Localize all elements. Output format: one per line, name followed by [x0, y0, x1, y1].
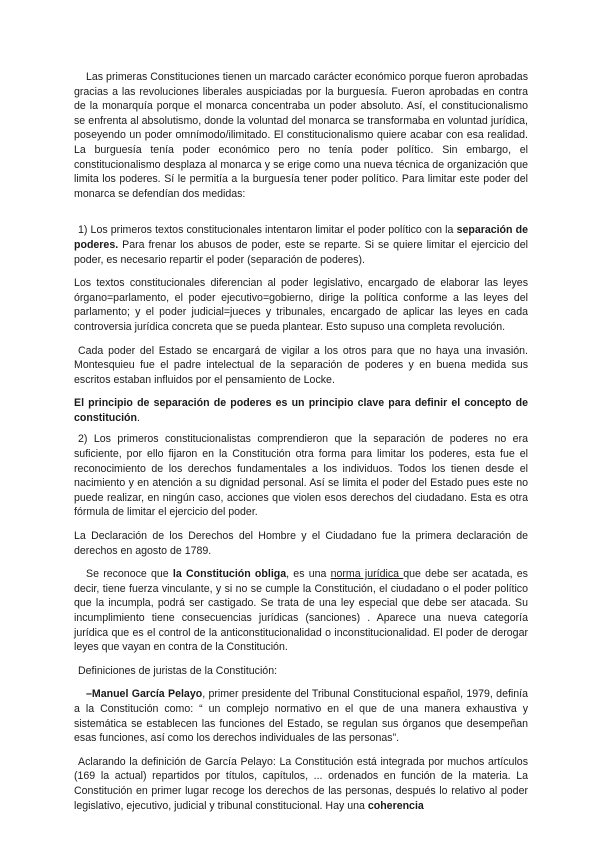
document-page — [74, 70, 528, 813]
paragraph-key-principle — [74, 396, 528, 425]
bold-coherencia: coherencia — [367, 799, 424, 812]
paragraph-constitution-binding — [74, 567, 528, 655]
paragraph-separation-of-powers — [74, 223, 528, 267]
underlined-norma-juridica: norma jurídica — [330, 568, 404, 581]
paragraph-definitions-heading: Definiciones de juristas de la Constitución: — [78, 664, 278, 677]
paragraph-declaration: La Declaración de los Derechos del Hombre y el Ciudadano fue la primera declaración de derechos en agosto de 1789. — [74, 530, 528, 557]
paragraph-three-powers: Los textos constitucionales diferencian al poder legislativo, encargado de elaborar las leyes órgano=parlamento, el poder ejecutivo=gobierno, dirige la política conforme a las leyes del parlamento; y el poder judicial=jueces y tribunales, encargado de aplicar las leyes en cada controversia jurídica concreta que se pueda plantear. Esto supuso una completa revolución. — [74, 277, 528, 333]
bold-term-separation: separación de poderes. — [74, 224, 528, 251]
paragraph-clarification — [74, 755, 528, 813]
text-run: Se reconoce que — [86, 568, 173, 581]
paragraph-intro: Las primeras Constituciones tienen un marcado carácter económico porque fueron aprobadas gracias a las revoluciones liberales auspiciadas por la burguesía. Fueron aprobadas en contra de la monarquía porque el monarca concentraba un poder absoluto. Así, el constitucionalismo se enfrenta al absolutismo, donde la voluntad del monarca se transformaba en voluntad jurídica, poseyendo un poder omnímodo/ilimitado. El constitucionalismo quiere acabar con esa realidad. La burguesía tenía poder económico pero no tenía poder político. Sin embargo, el constitucionalismo desplaza al monarca y se erige como una nueva técnica de organización que limita los poderes. Sí le permitía a la burguesía tener poder político. Para limitar este poder del monarca se defendían dos medidas: — [74, 71, 528, 200]
bold-constitution-obliga: la Constitución obliga — [172, 568, 287, 581]
bold-key-principle: El principio de separación de poderes es un principio clave para definir el concepto de constitución — [74, 397, 528, 424]
paragraph-fundamental-rights: 2) Los primeros constitucionalistas comprendieron que la separación de poderes no era suficiente, por ello fijaron en la Constitución otra forma para limitar los poderes, esta fue el reconocimiento de los derechos fundamentales a los individuos. Todos los tienen desde el nacimiento y en atención a su dignidad personal. Así se limita el poder del Estado pues este no puede realizar, en ningún caso, acciones que violen esos derechos del ciudadano. Esta es otra fórmula de limitar el ejercicio del poder. — [74, 433, 528, 519]
text-run: , es una — [286, 568, 331, 581]
text-run: que debe ser acatada, es decir, tiene fuerza vinculante, y si no se cumple la Constitución, el ciudadano o el poder político que la incumpla, podrá ser castigado. Se trata de una ley especial que debe ser atacada. Su incumplimiento tiene consecuencias jurídicas (sanciones) . Aparece una nueva categoría jurídica que es el control de la anticonstitucionalidad o inconstitucionalidad. El poder de derogar leyes que vayan en contra de la Constitución. — [74, 568, 528, 654]
text-run: Para frenar los abusos de poder, este se reparte. Si se quiere limitar el ejercicio del poder, es necesario repartir el poder (separación de poderes). — [74, 238, 528, 266]
bold-garcia-pelayo: –Manuel García Pelayo — [86, 688, 203, 701]
paragraph-garcia-pelayo — [74, 687, 528, 745]
text-run: 1) Los primeros textos constitucionales intentaron limitar el poder político con la — [78, 224, 457, 237]
text-run: . — [136, 411, 140, 424]
paragraph-montesquieu: Cada poder del Estado se encargará de vigilar a los otros para que no haya una invasión. Montesquieu fue el padre intelectual de la separación de poderes y en buena medida sus escritos estaban influidos por el pensamiento de Locke. — [74, 344, 528, 386]
text-run: , primer presidente del Tribunal Constitucional español, 1979, definía a la Constitución como: “ un complejo normativo en el que de una manera exhaustiva y sistemática se establecen las funciones del Estado, se regulan sus órganos que desempeñan esas funciones, así como los derechos individuales de las personas”. — [74, 688, 528, 745]
text-run: Aclarando la definición de García Pelayo: La Constitución está integrada por muchos artículos (169 la actual) repartidos por títulos, capítulos, ... ordenados en función de la materia. La Constitución en primer lugar recoge los derechos de las personas, después lo relativo al poder legislativo, ejecutivo, judicial y tribunal constitucional. Hay una — [74, 755, 528, 812]
